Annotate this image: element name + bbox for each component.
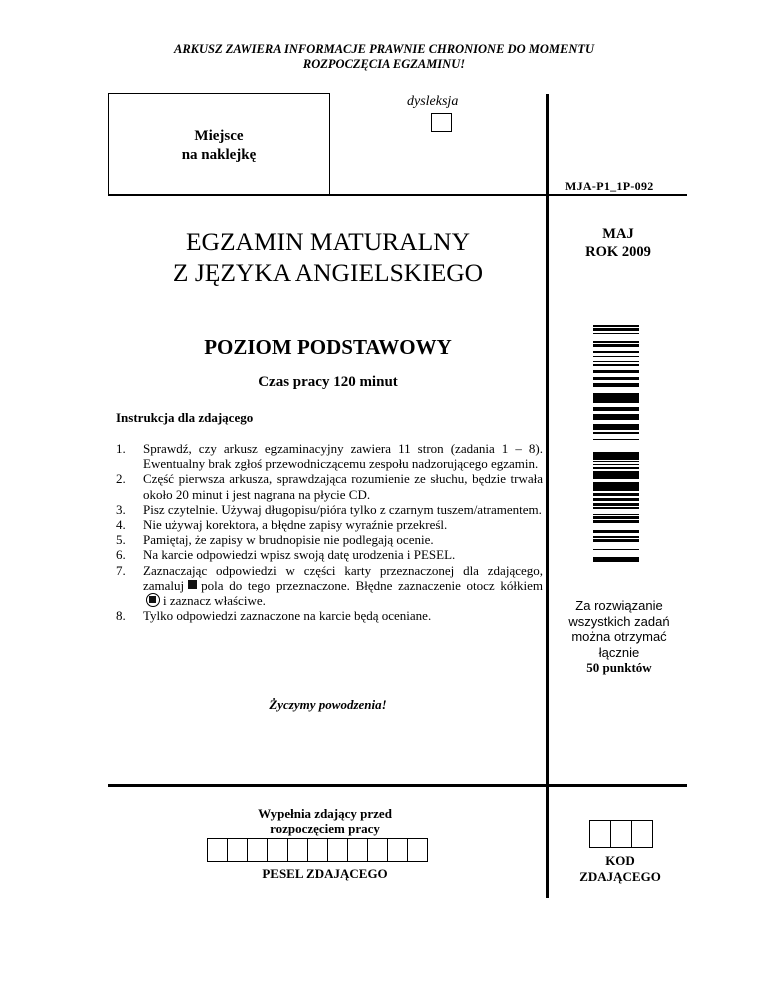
exam-title-line-1: EGZAMIN MATURALNY [185, 227, 471, 256]
instruction-text: Pamiętaj, że zapisy w brudnopisie nie podlegają ocenie. [143, 532, 434, 548]
instruction-number: 4. [116, 517, 126, 533]
pesel-digit-box[interactable] [307, 838, 328, 862]
pesel-input-row [208, 838, 428, 862]
instruction-text: Pisz czytelnie. Używaj długopisu/pióra tylko z czarnym tuszem/atramentem. [143, 501, 542, 517]
instruction-number: 7. [116, 562, 126, 578]
instruction-item [116, 502, 543, 517]
legal-notice [0, 42, 768, 72]
sticker-label [108, 127, 330, 165]
pesel-digit-box[interactable] [327, 838, 348, 862]
pesel-digit-box[interactable] [347, 838, 368, 862]
circled-square-icon [146, 593, 160, 607]
instruction-number: 3. [116, 501, 126, 517]
instruction-item [116, 547, 543, 562]
filled-square-icon [188, 580, 197, 589]
instructions-heading: Instrukcja dla zdającego [116, 410, 254, 425]
pesel-digit-box[interactable] [367, 838, 388, 862]
kod-label-line-2: ZDAJĄCEGO [579, 869, 661, 884]
dyslexia-label: dysleksja [407, 94, 459, 109]
score-line-1: Za rozwiązanie [575, 598, 663, 613]
instruction-text: Nie używaj korektora, a błędne zapisy wyraźnie przekreśl. [143, 517, 448, 533]
instruction-text: Część pierwsza arkusza, sprawdzająca rozumienie ze słuchu, będzie trwała około 20 minut i jest nagrana na płycie CD. [143, 471, 543, 502]
instruction-item [116, 471, 543, 501]
kod-digit-box[interactable] [631, 820, 653, 848]
instructions-list [116, 441, 543, 623]
sticker-label-line-1: Miejsce [194, 128, 244, 144]
exam-year: ROK 2009 [585, 244, 651, 260]
fill-instruction [230, 806, 420, 836]
pesel-digit-box[interactable] [247, 838, 268, 862]
vertical-divider [546, 94, 549, 784]
sticker-label-line-2: na naklejkę [181, 147, 257, 163]
instruction-number: 8. [116, 608, 126, 624]
kod-label-line-1: KOD [605, 853, 635, 868]
instruction-item [116, 532, 543, 547]
exam-title-line-2: Z JĘZYKA ANGIELSKIEGO [172, 258, 484, 287]
exam-level: POZIOM PODSTAWOWY [204, 335, 452, 359]
pesel-label: PESEL ZDAJĄCEGO [262, 866, 388, 881]
instruction-number: 1. [116, 441, 126, 456]
instruction-text: Tylko odpowiedzi zaznaczone na karcie będą oceniane. [143, 608, 432, 624]
legal-notice-line-2: ROZPOCZĘCIA EGZAMINU! [302, 57, 466, 71]
instruction-number: 2. [116, 471, 126, 487]
dyslexia-checkbox[interactable] [431, 113, 452, 132]
instruction-item [116, 517, 543, 532]
top-horizontal-rule [108, 194, 687, 196]
fill-instruction-line-1: Wypełnia zdający przed [258, 806, 392, 821]
pesel-digit-box[interactable] [227, 838, 248, 862]
kod-input-row [590, 820, 653, 848]
instruction-number: 6. [116, 547, 126, 563]
barcode-image [593, 325, 639, 562]
score-line-4: łącznie [598, 644, 640, 660]
pesel-digit-box[interactable] [207, 838, 228, 862]
good-luck-message: Życzymy powodzenia! [269, 697, 387, 712]
pesel-digit-box[interactable] [267, 838, 288, 862]
pesel-digit-box[interactable] [287, 838, 308, 862]
pesel-digit-box[interactable] [407, 838, 428, 862]
vertical-divider-lower [546, 786, 549, 898]
instruction-number: 5. [116, 532, 126, 548]
exam-month: MAJ [602, 226, 634, 242]
score-line-3: można otrzymać [571, 629, 667, 644]
instruction-text: Sprawdź, czy arkusz egzaminacyjny zawiera 11 stron (zadania 1 – 8). Ewentualny brak zgłoś przewodniczącemu zespołu nadzorującego egzamin. [143, 441, 543, 472]
exam-date [549, 225, 687, 261]
kod-digit-box[interactable] [610, 820, 632, 848]
bottom-horizontal-rule [108, 784, 687, 787]
instruction-text-c: i zaznacz właściwe. [163, 593, 266, 609]
legal-notice-line-1: ARKUSZ ZAWIERA INFORMACJE PRAWNIE CHRONIONE DO MOMENTU [173, 42, 595, 56]
instruction-text-a: Zaznaczając odpowiedzi w części karty przeznaczonej dla zdającego, zamaluj [143, 562, 543, 593]
instruction-text-b: pola do tego przeznaczone. Błędne zaznaczenie otocz kółkiem [201, 577, 543, 593]
instruction-text: Na karcie odpowiedzi wpisz swoją datę urodzenia i PESEL. [143, 547, 456, 563]
fill-instruction-line-2: rozpoczęciem pracy [270, 821, 380, 836]
exam-title [108, 226, 548, 288]
score-points: 50 punktów [586, 660, 652, 675]
kod-digit-box[interactable] [589, 820, 611, 848]
exam-time: Czas pracy 120 minut [258, 374, 398, 390]
instruction-item [116, 441, 543, 471]
kod-label [565, 853, 675, 885]
instruction-item [116, 563, 543, 609]
score-line-2: wszystkich zadań [568, 613, 670, 629]
instruction-item [116, 608, 543, 623]
pesel-digit-box[interactable] [387, 838, 408, 862]
score-info [555, 598, 683, 676]
exam-code: MJA-P1_1P-092 [565, 179, 654, 193]
